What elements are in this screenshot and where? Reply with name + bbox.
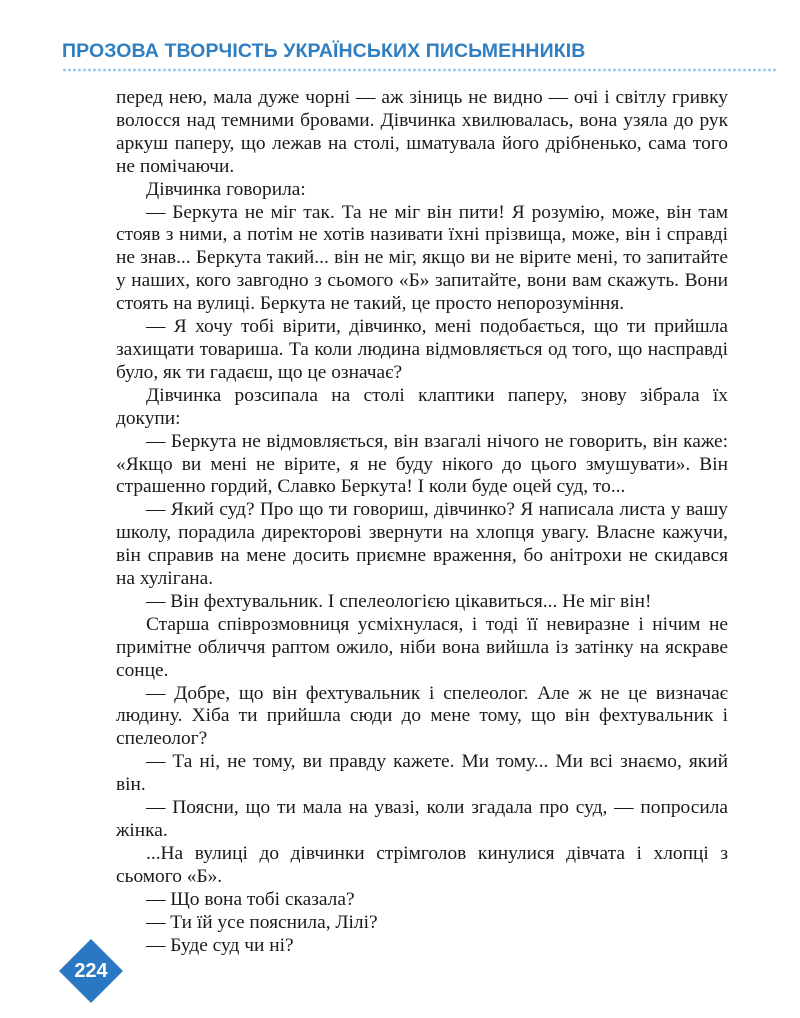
page-header-title: ПРОЗОВА ТВОРЧІСТЬ УКРАЇНСЬКИХ ПИСЬМЕННИКІВ: [62, 40, 586, 62]
paragraph: — Беркута не міг так. Та не міг він пити! Я розумію, може, він там стояв з ними, а потім не хотів називати їхні прізвища, може, він і справді не знав... Беркута такий... він не міг, якщо ви не вірите мені, то запитайте у наших, кого завгодно з сьомого «Б» запитайте, вони вам скажуть. Вони стоять на вулиці. Беркута не такий, це просто непорозуміння.: [116, 201, 728, 315]
paragraph: Дівчинка розсипала на столі клаптики паперу, знову зібрала їх докупи:: [116, 384, 728, 429]
header-dotted-divider: [62, 68, 776, 72]
paragraph: перед нею, мала дуже чорні — аж зіниць не видно — очі і світлу гривку волосся над темними бровами. Дівчинка хвилювалась, вона узяла до рук аркуш паперу, що лежав на столі, шматувала його дрібненько, сама того не помічаючи.: [116, 87, 728, 177]
paragraph: — Беркута не відмовляється, він взагалі нічого не говорить, він каже: «Якщо ви мені не вірите, я не буду нікого до цього змушувати». Він страшенно гордий, Славко Беркута! І коли буде оцей суд, то...: [116, 430, 728, 498]
paragraph: — Який суд? Про що ти говориш, дівчинко? Я написала листа у вашу школу, порадила директорові звернути на хлопця увагу. Власне кажучи, він справив на мене досить приємне враження, бо анітрохи не скидався на хулігана.: [116, 499, 728, 590]
paragraph: — Що вона тобі сказала?: [146, 888, 355, 910]
page-number: 224: [74, 960, 108, 982]
paragraph: ...На вулиці до дівчинки стрімголов кинулися дівчата і хлопці з сьомого «Б».: [116, 842, 728, 887]
paragraph: — Добре, що він фехтувальник і спелеолог. Але ж не це визначає людину. Хіба ти прийшла сюди до мене тому, що він фехтувальник і спелеолог?: [116, 682, 728, 750]
paragraph: — Ти їй усе пояснила, Лілі?: [146, 911, 378, 933]
paragraph: — Та ні, не тому, ви правду кажете. Ми тому... Ми всі знаємо, який він.: [116, 751, 728, 796]
body-text: [116, 87, 728, 957]
paragraph: — Я хочу тобі вірити, дівчинко, мені подобається, що ти прийшла захищати товариша. Та коли людина відмовляється од того, що насправді було, як ти гадаєш, що це означає?: [116, 316, 728, 383]
paragraph: — Буде суд чи ні?: [146, 934, 294, 956]
paragraph: — Поясни, що ти мала на увазі, коли згадала про суд, — попросила жінка.: [116, 797, 728, 841]
paragraph: Дівчинка говорила:: [146, 178, 306, 200]
paragraph: Старша співрозмовниця усміхнулася, і тоді її невиразне і нічим не примітне обличчя раптом ожило, ніби вона вийшла із затінку на яскраве сонце.: [116, 613, 728, 681]
paragraph: — Він фехтувальник. І спелеологією цікавиться... Не міг він!: [146, 590, 652, 612]
